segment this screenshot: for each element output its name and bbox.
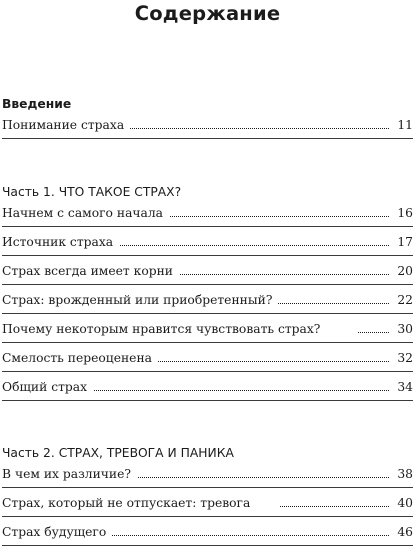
toc-entry-title: Источник страха [2,235,119,250]
toc-entry-part2-2[interactable] [2,523,413,546]
toc-entry-title: Страх, который не отпускает: тревога [2,496,256,511]
toc-entry-title: Страх: врожденный или приобретенный? [2,293,278,308]
leader-dots [168,274,389,275]
part2-name: СТРАХ, ТРЕВОГА И ПАНИКА [58,446,234,460]
toc-entry-title: Почему некоторым нравится чувствовать страх? [2,322,326,337]
toc-entry-title: Начнем с самого начала [2,206,169,221]
toc-entry-title: В чем их различие? [2,467,137,482]
leader-dots [162,216,389,217]
leader-dots [120,245,389,246]
part1-label: Часть 1. [2,185,55,199]
toc-entry-title: Смелость переоценена [2,351,158,366]
toc-entry-page: 40 [391,496,413,511]
toc-entry-part1-3[interactable] [2,291,413,314]
leader-dots [110,535,389,536]
toc-entry-title: Общий страх [2,380,93,395]
toc-entry-page: 46 [391,525,413,540]
toc-entry-title: Понимание страха [2,118,130,133]
toc-entry-part2-1[interactable] [2,494,413,517]
page-title: Содержание [134,2,281,25]
intro-heading-label: Введение [2,97,72,111]
toc-entry-part1-1[interactable] [2,233,413,256]
intro-heading [2,97,71,112]
toc-entry-part1-5[interactable] [2,349,413,372]
toc-entry-title: Страх всегда имеет корни [2,264,179,279]
toc-entry-part2-0[interactable] [2,465,413,488]
leader-dots [358,332,389,333]
part1-heading [2,185,181,200]
toc-entry-part1-0[interactable] [2,204,413,227]
toc-entry-page: 17 [391,235,413,250]
part1-name: ЧТО ТАКОЕ СТРАХ? [58,185,182,199]
toc-entry-page: 34 [391,380,413,395]
toc-entry-page: 16 [391,206,413,221]
toc-entry-page: 30 [391,322,413,337]
toc-entry-page: 38 [391,467,413,482]
toc-entry-part1-2[interactable] [2,262,413,285]
leader-dots [92,390,389,391]
leader-dots [140,361,389,362]
toc-entry-page: 32 [391,351,413,366]
part2-label: Часть 2. [2,446,55,460]
toc-entry-title: Страх будущего [2,525,112,540]
part2-heading [2,446,234,461]
toc-entry-page: 20 [391,264,413,279]
leader-dots [130,128,389,129]
toc-entry-page: 11 [391,118,413,133]
toc-entry-part1-4[interactable] [2,320,413,343]
toc-entry-intro-0[interactable] [2,116,413,139]
leader-dots [132,477,389,478]
toc-entry-page: 22 [391,293,413,308]
toc-entry-part1-6[interactable] [2,378,413,401]
leader-dots [280,506,389,507]
